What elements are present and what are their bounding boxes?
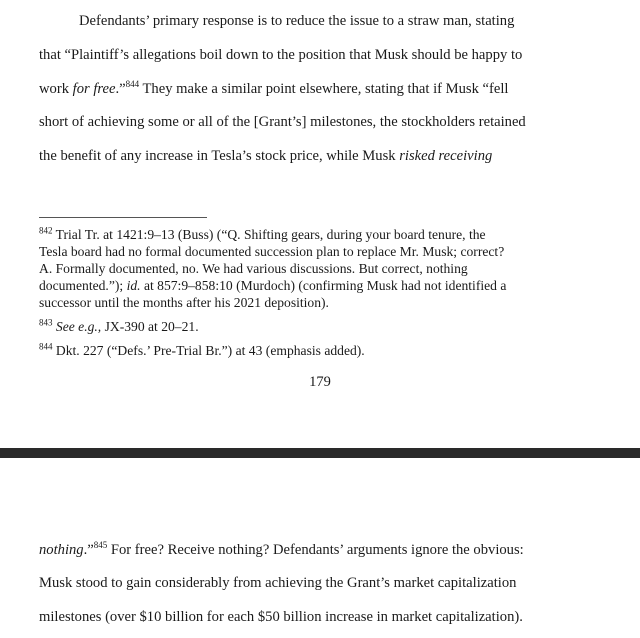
page-divider [0, 448, 640, 458]
body-paragraph-line [39, 541, 524, 559]
body-paragraph-line [39, 147, 492, 165]
emphasis: risked receiving [399, 148, 493, 164]
text: .” [83, 542, 94, 558]
footnote-842-line: Tesla board had no formal documented succession plan to replace Mr. Musk; correct? [39, 244, 505, 259]
text: .” [115, 81, 126, 97]
body-paragraph-line: milestones (over $10 billion for each $50 billion increase in market capitalization). [39, 609, 523, 625]
text: For free? Receive nothing? Defendants’ arguments ignore the obvious: [107, 542, 524, 558]
body-paragraph-line: Defendants’ primary response is to reduce the issue to a straw man, stating [79, 13, 515, 29]
footnote-842 [39, 227, 486, 244]
text: at 857:9–858:10 (Murdoch) (confirming Musk had not identified a [140, 278, 507, 293]
text: Trial Tr. at 1421:9–13 (Buss) (“Q. Shifting gears, during your board tenure, the [52, 227, 486, 242]
body-paragraph-line: Musk stood to gain considerably from achieving the Grant’s market capitalization [39, 575, 517, 591]
footnote-separator [39, 217, 207, 218]
body-paragraph-line: that “Plaintiff’s allegations boil down to the position that Musk should be happy to [39, 47, 523, 63]
emphasis: See e.g., [52, 319, 102, 334]
footnote-844 [39, 343, 365, 360]
emphasis: nothing [39, 542, 84, 558]
footnote-ref-845[interactable]: 845 [93, 540, 108, 551]
text: work [39, 81, 73, 97]
emphasis: id. [126, 278, 141, 293]
page-180 [0, 458, 640, 638]
text: Dkt. 227 (“Defs.’ Pre-Trial Br.”) at 43 (emphasis added). [52, 343, 365, 358]
footnote-ref-844[interactable]: 844 [125, 79, 140, 90]
page-number: 179 [309, 374, 331, 390]
footnote-842-line: successor until the months after his 2021 deposition). [39, 295, 329, 310]
footnote-842-line: A. Formally documented, no. We had various discussions. But correct, nothing [39, 261, 468, 276]
footnote-number: 842 [39, 225, 53, 236]
footnote-842-line [39, 278, 506, 295]
text: the benefit of any increase in Tesla’s stock price, while Musk [39, 148, 400, 164]
footnote-843 [39, 319, 199, 336]
text: documented.”); [39, 278, 127, 293]
emphasis: for free [72, 81, 116, 97]
body-paragraph-line [39, 80, 508, 98]
footnote-number: 844 [39, 341, 53, 352]
body-paragraph-line: short of achieving some or all of the [Grant’s] milestones, the stockholders retained [39, 114, 526, 130]
footnote-number: 843 [39, 317, 53, 328]
text: They make a similar point elsewhere, stating that if Musk “fell [139, 81, 509, 97]
text: JX-390 at 20–21. [101, 319, 199, 334]
